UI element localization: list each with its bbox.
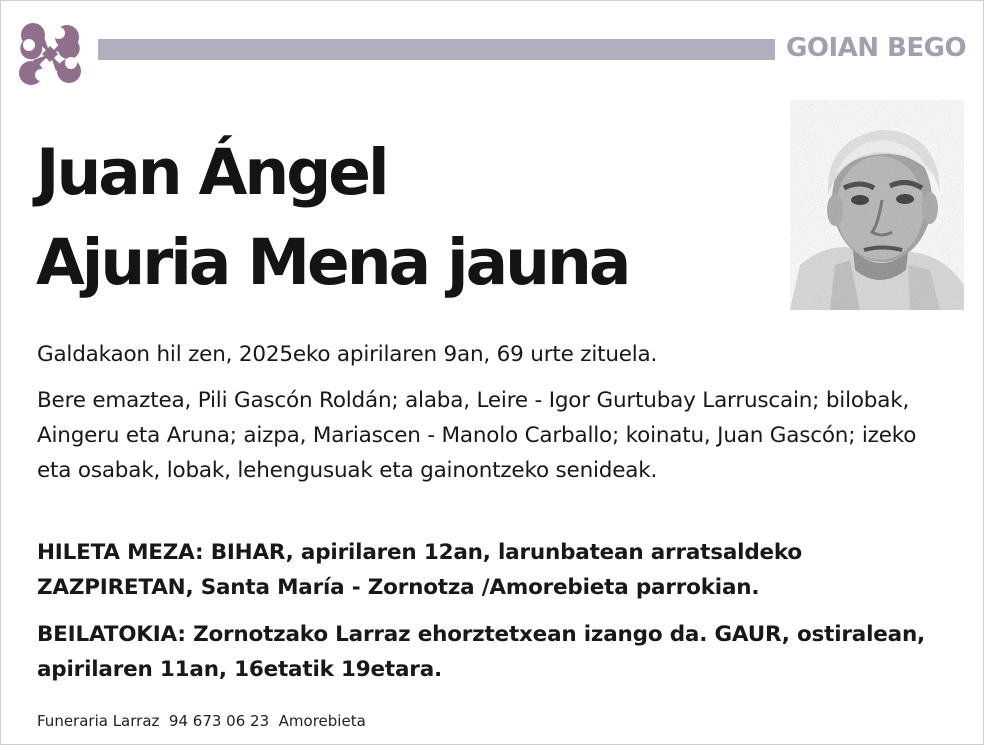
- name-line-1: Juan Ángel: [36, 136, 387, 209]
- wake-info: BEILATOKIA: Zornotzako Larraz ehorztetxean izango da. GAUR, ostiralean, apirilaren 11an, 16etatik 19etara.: [37, 622, 926, 682]
- deceased-name: [36, 128, 628, 308]
- funeral-mass: HILETA MEZA: BIHAR, apirilaren 12an, larunbatean arratsaldeko ZAZPIRETAN, Santa María - Zornotza /Amorebieta parrokian.: [37, 540, 802, 600]
- portrait-photo: [790, 100, 964, 310]
- name-line-2: Ajuria Mena jauna: [36, 226, 629, 299]
- header-tag: GOIAN BEGO: [786, 33, 967, 63]
- death-notice: Galdakaon hil zen, 2025eko apirilaren 9an, 69 urte zituela.: [37, 342, 658, 367]
- header-rule: [98, 39, 775, 60]
- funeral-home-footer: Funeraria Larraz 94 673 06 23 Amorebieta: [37, 712, 366, 730]
- family-list: Bere emaztea, Pili Gascón Roldán; alaba, Leire - Igor Gurtubay Larruscain; bilobak, Aingeru eta Aruna; aizpa, Mariascen - Manolo Carballo; koinatu, Juan Gascón; izeko eta osabak, lobak, lehengusuak eta gainontzeko senideak.: [37, 388, 917, 483]
- lauburu-icon: [12, 16, 88, 92]
